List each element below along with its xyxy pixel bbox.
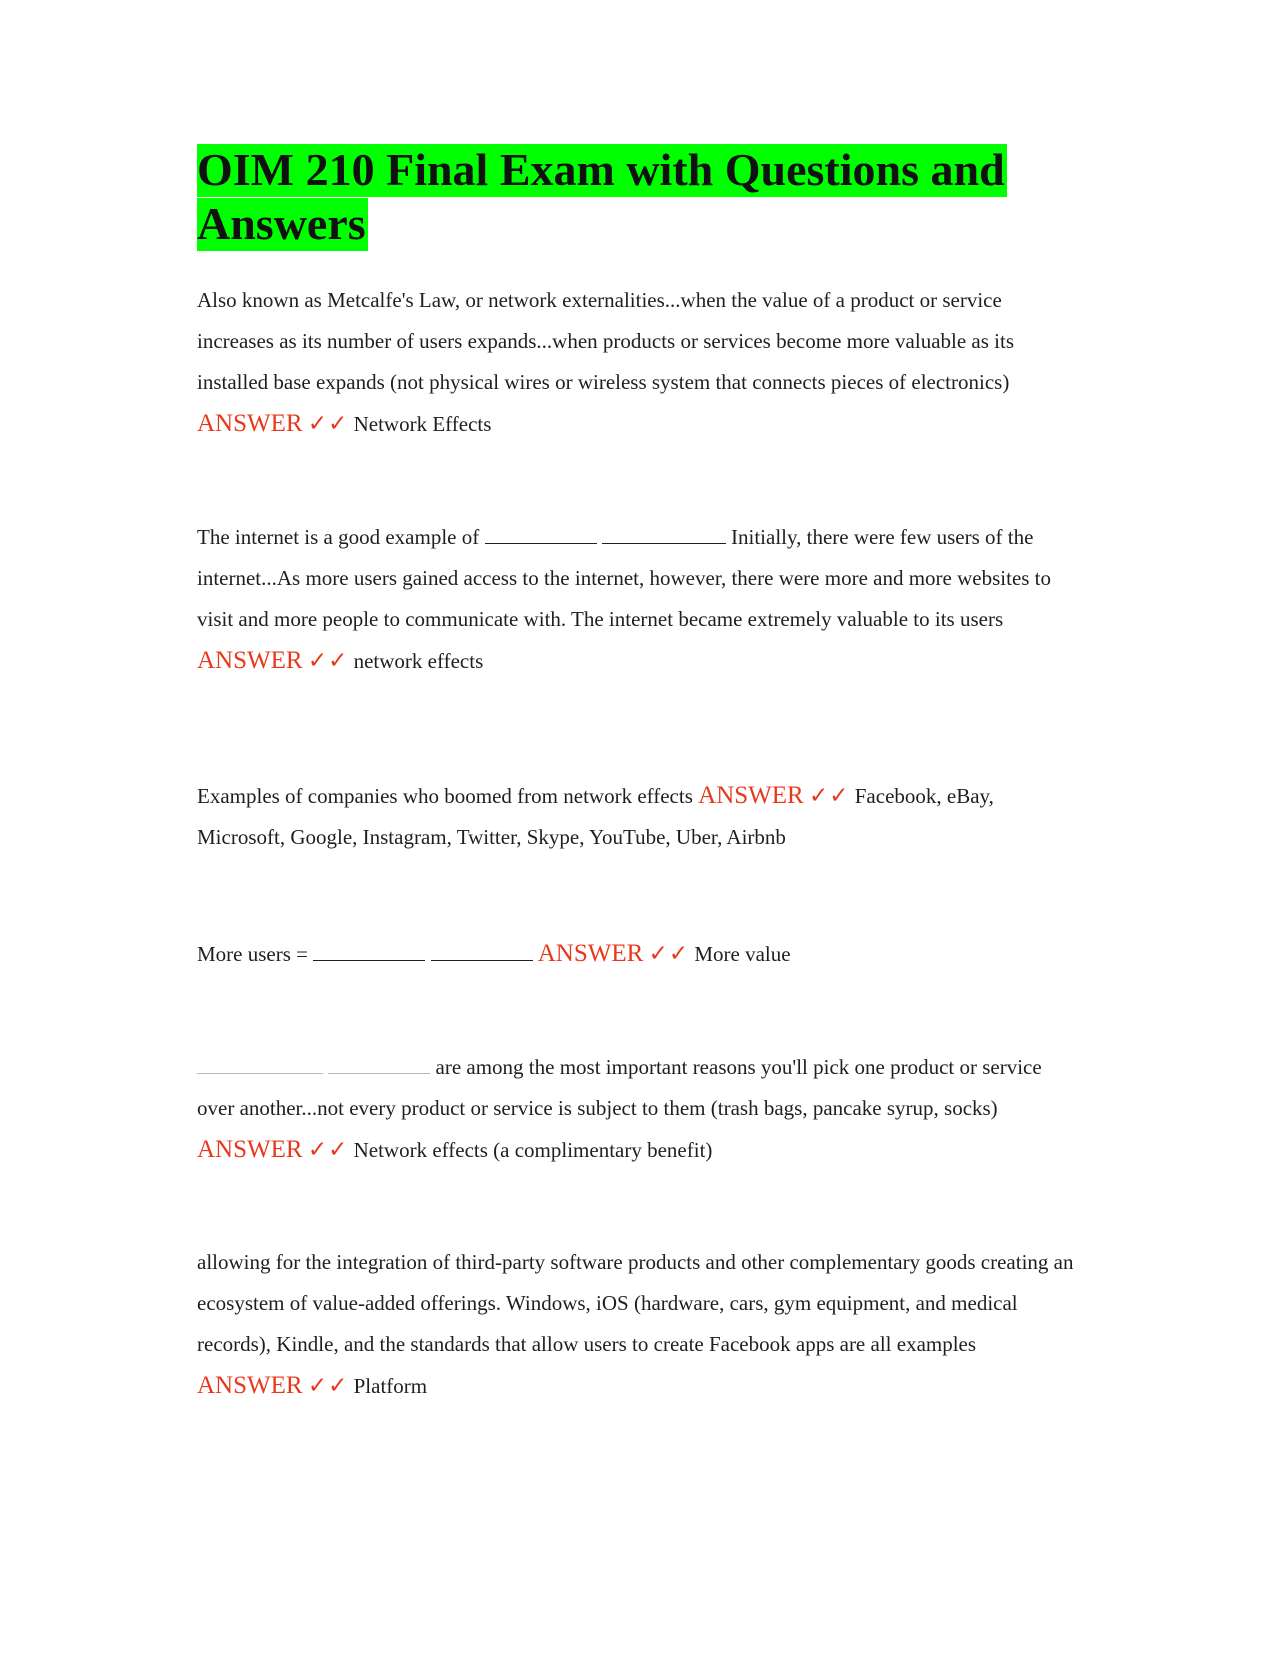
answer-text: More value [694, 942, 791, 966]
question-text: The internet is a good example of [197, 525, 480, 549]
fill-in-blank [485, 525, 597, 544]
double-check-icon: ✓✓ [648, 941, 690, 967]
title-highlight: OIM 210 Final Exam with Questions and Answers [197, 144, 1005, 249]
question-text: Initially, there were few users of the internet...As more users gained access to the internet, however, there were more and more websites to visit and more people to communicate with. The internet became extremely valuable to its users [197, 525, 1052, 631]
question-text: are among the most important reasons you'll pick one product or service over another...not every product or service is subject to them (trash bags, pancake syrup, socks) [197, 1055, 1042, 1120]
fill-in-blank [313, 942, 425, 961]
qa-item-5 [197, 1047, 1077, 1171]
fill-in-blank [197, 1055, 323, 1074]
answer-label: ANSWER [197, 647, 303, 674]
qa-item-2 [197, 517, 1077, 682]
page-title [197, 143, 1057, 251]
question-text: Also known as Metcalfe's Law, or network externalities...when the value of a product or service increases as its number of users expands...when products or services become more valuable as its installed base expands (not physical wires or wireless system that connects pieces of electronics) [197, 288, 1015, 394]
double-check-icon: ✓✓ [307, 411, 349, 437]
qa-item-1 [197, 280, 1077, 445]
double-check-icon: ✓✓ [307, 1137, 349, 1163]
answer-text: Platform [353, 1374, 428, 1398]
question-text: More users = [197, 942, 308, 966]
question-text: allowing for the integration of third-party software products and other complementary goods creating an ecosystem of value-added offerings. Windows, iOS (hardware, cars, gym equipment, and medical records), Kindle, and the standards that allow users to create Facebook apps are all examples [197, 1250, 1074, 1356]
answer-label: ANSWER [197, 410, 303, 437]
fill-in-blank [602, 525, 726, 544]
answer-text: Facebook, eBay, Microsoft, Google, Instagram, Twitter, Skype, YouTube, Uber, Airbnb [197, 784, 994, 849]
double-check-icon: ✓✓ [307, 648, 349, 674]
answer-label: ANSWER [197, 1136, 303, 1163]
answer-label: ANSWER [197, 1372, 303, 1399]
fill-in-blank [328, 1055, 430, 1074]
answer-label: ANSWER [537, 940, 644, 967]
qa-item-4 [197, 933, 1077, 975]
qa-item-6 [197, 1242, 1077, 1407]
answer-text: Network Effects [353, 412, 492, 436]
answer-label: ANSWER [698, 782, 804, 809]
fill-in-blank [431, 942, 533, 961]
double-check-icon: ✓✓ [808, 783, 850, 809]
answer-text: Network effects (a complimentary benefit) [353, 1138, 713, 1162]
answer-text: network effects [353, 649, 484, 673]
qa-item-3 [197, 775, 1077, 858]
double-check-icon: ✓✓ [307, 1373, 349, 1399]
question-text: Examples of companies who boomed from network effects [197, 784, 693, 808]
